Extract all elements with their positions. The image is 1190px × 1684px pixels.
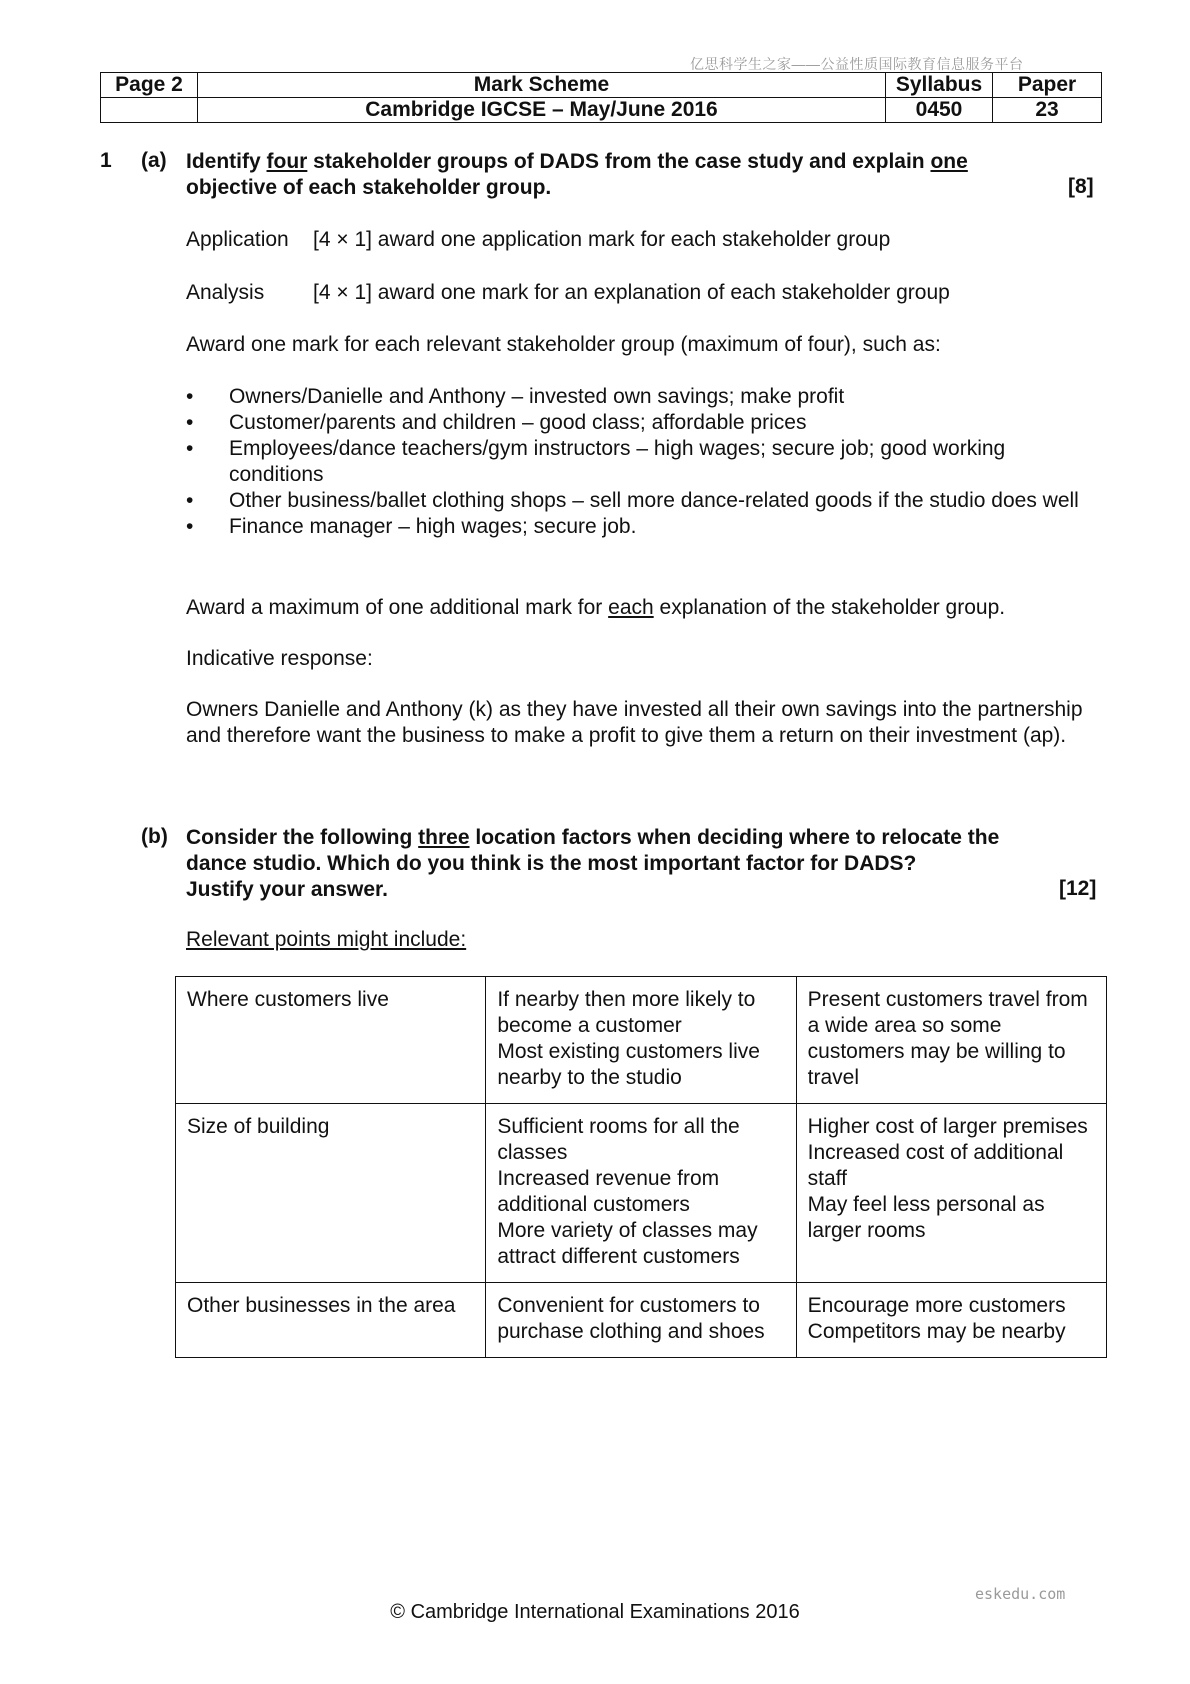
bullet-icon: • — [186, 411, 194, 434]
bullet-icon: • — [186, 515, 194, 538]
question-number: 1 — [100, 149, 112, 172]
part-b-question: Consider the following three location factors when deciding where to relocate the dance studio. Which do you think is the most important factor for DADS? Justify your answer. — [186, 826, 1000, 901]
factor-cell — [176, 977, 486, 1104]
bullet-icon: • — [186, 385, 194, 408]
cell-line: Other businesses in the area — [187, 1294, 456, 1317]
syllabus-code: 0450 — [886, 98, 993, 123]
document-title: Mark Scheme — [198, 73, 886, 98]
cell-line: Size of building — [187, 1115, 330, 1138]
cell-line: Most existing customers live nearby to the studio — [497, 1040, 760, 1089]
cell-line: Encourage more customers — [807, 1294, 1066, 1317]
bullet-icon: • — [186, 489, 194, 512]
header-table — [100, 72, 1102, 123]
exam-subtitle: Cambridge IGCSE – May/June 2016 — [198, 98, 886, 123]
award-intro: Award one mark for each relevant stakeholder group (maximum of four), such as: — [186, 333, 941, 356]
part-a-question: Identify four stakeholder groups of DADS from the case study and explain one objective of each stakeholder group. — [186, 150, 968, 199]
watermark-top: 亿思科学生之家——公益性质国际教育信息服务平台 — [690, 56, 1024, 72]
paper-label: Paper — [993, 73, 1102, 98]
disadvantage-cell — [796, 1283, 1106, 1358]
part-a-marks: [8] — [1068, 175, 1094, 198]
list-item: • Owners/Danielle and Anthony – invested own savings; make profit — [186, 385, 845, 408]
stakeholder-list — [186, 384, 1096, 540]
part-b-label: (b) — [141, 825, 168, 848]
additional-mark-text: Award a maximum of one additional mark for each explanation of the stakeholder group. — [186, 596, 1006, 619]
disadvantage-cell — [796, 1104, 1106, 1283]
paper-number: 23 — [993, 98, 1102, 123]
watermark-bottom: eskedu.com — [975, 1585, 1066, 1603]
analysis-text: [4 × 1] award one mark for an explanation of each stakeholder group — [313, 281, 950, 304]
list-item: • Finance manager – high wages; secure job. — [186, 515, 637, 538]
indicative-text: Owners Danielle and Anthony (k) as they have invested all their own savings into the partnership and therefore want the business to make a profit to give them a return on their investment (ap). — [186, 698, 1083, 747]
cell-line: Competitors may be nearby — [807, 1320, 1066, 1343]
syllabus-label: Syllabus — [886, 73, 993, 98]
cell-line: Present customers travel from a wide area so some customers may be willing to travel — [807, 988, 1088, 1089]
cell-line: May feel less personal as larger rooms — [807, 1193, 1045, 1242]
cell-line: Increased cost of additional staff — [807, 1141, 1064, 1190]
part-b-marks: [12] — [1059, 877, 1097, 900]
cell-line: More variety of classes may attract different customers — [497, 1219, 758, 1268]
page-number: Page 2 — [101, 73, 198, 98]
part-a-label: (a) — [141, 149, 167, 172]
cell-line: Higher cost of larger premises — [807, 1115, 1088, 1138]
table-row — [176, 1283, 1107, 1358]
table-row — [176, 1104, 1107, 1283]
indicative-label: Indicative response: — [186, 647, 373, 670]
advantage-cell — [486, 1283, 796, 1358]
copyright-footer: © Cambridge International Examinations 2016 — [390, 1601, 800, 1623]
application-label: Application — [186, 228, 289, 251]
list-item: • Employees/dance teachers/gym instructors – high wages; secure job; good working conditions — [186, 437, 1006, 486]
bullet-icon: • — [186, 437, 194, 460]
factor-cell — [176, 1104, 486, 1283]
empty-cell — [101, 98, 198, 123]
cell-line: Increased revenue from additional customers — [497, 1167, 720, 1216]
cell-line: Where customers live — [187, 988, 389, 1011]
disadvantage-cell — [796, 977, 1106, 1104]
advantage-cell — [486, 977, 796, 1104]
factor-cell — [176, 1283, 486, 1358]
advantage-cell — [486, 1104, 796, 1283]
analysis-label: Analysis — [186, 281, 265, 304]
list-item: • Customer/parents and children – good class; affordable prices — [186, 411, 807, 434]
table-row — [176, 977, 1107, 1104]
application-text: [4 × 1] award one application mark for each stakeholder group — [313, 228, 891, 251]
cell-line: Sufficient rooms for all the classes — [497, 1115, 740, 1164]
cell-line: If nearby then more likely to become a customer — [497, 988, 756, 1037]
list-item: • Other business/ballet clothing shops – sell more dance-related goods if the studio does well — [186, 489, 1079, 512]
relevant-points-label: Relevant points might include: — [186, 928, 467, 951]
location-factors-table — [175, 976, 1107, 1358]
cell-line: Convenient for customers to purchase clothing and shoes — [497, 1294, 765, 1343]
